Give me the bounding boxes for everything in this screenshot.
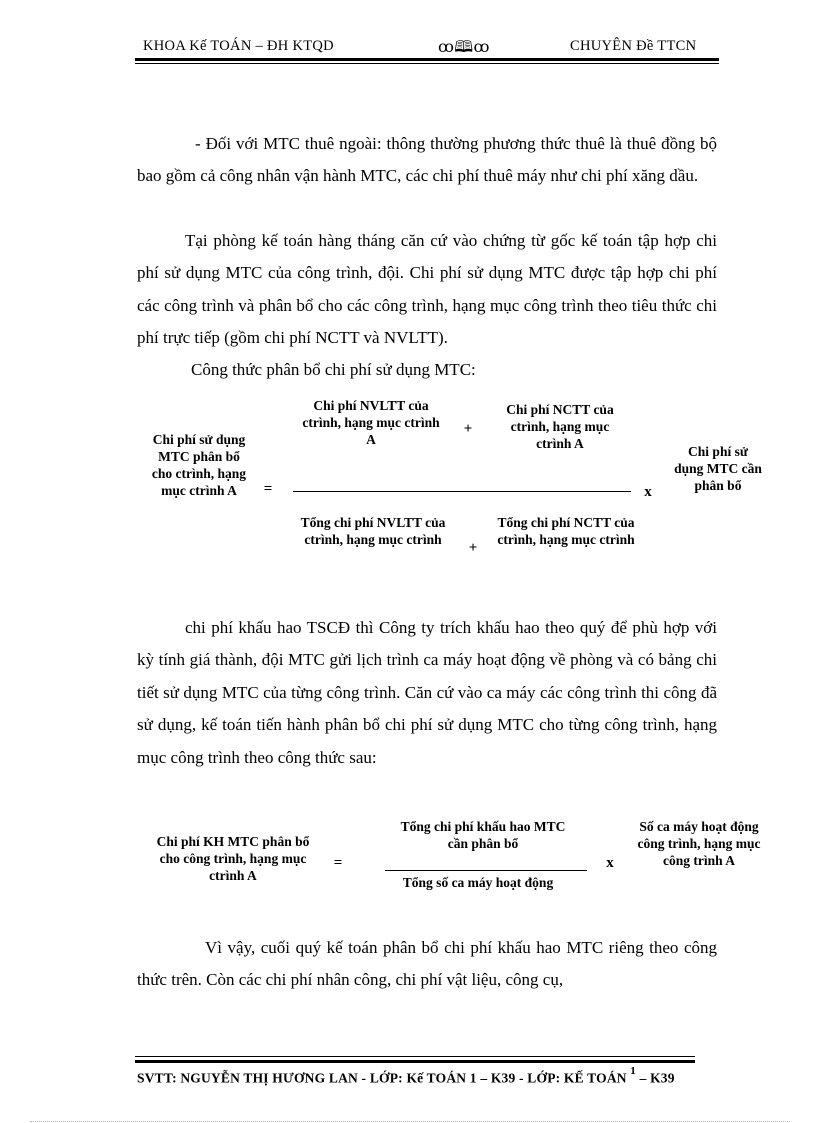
- paragraph-mtc-thue-ngoai: - Đối với MTC thuê ngoài: thông thường phương thức thuê là thuê đồng bộ bao gồm cả công nhân vận hành MTC, các chi phí thuê máy như chi phí xăng dầu.: [137, 134, 717, 186]
- footer-text: SVTT: NGUYỄN THỊ HƯƠNG LAN - LỚP: Kế TOÁN 1 – K39 - LỚP: KẾ TOÁN: [137, 1070, 627, 1086]
- formula1-numerator-a: Chi phí NVLTT của ctrình, hạng mục ctrình A: [302, 398, 440, 447]
- formula2-numerator: Tổng chi phí khấu hao MTC cần phân bổ: [400, 819, 566, 851]
- paragraph-khau-hao-tscd: chi phí khấu hao TSCĐ thì Công ty trích khấu hao theo quý để phù hợp với kỳ tính giá thành, đội MTC gửi lịch trình ca máy hoạt động về phòng và có bảng chi tiết sử dụng MTC của từng công trình. Căn cứ vào ca máy các công trình thi công đã sử dụng, kế toán tiến hành phân bổ chi phí sử dụng MTC cho từng công trình, hạng mục công trình theo công thức sau:: [137, 618, 717, 767]
- formula2-times: x: [606, 855, 614, 871]
- formula1-equals: =: [263, 481, 273, 497]
- footer: [137, 1065, 675, 1087]
- formula1-denominator-plus: +: [468, 540, 478, 556]
- formula1-fraction-bar: [293, 491, 631, 492]
- formula1-denominator-b: Tổng chi phí NCTT của ctrình, hạng mục ctrình: [497, 515, 635, 547]
- formula2-lhs: Chi phí KH MTC phân bổ cho công trình, hạng mục ctrình A: [156, 834, 310, 883]
- paragraph-cong-thuc-label: Công thức phân bổ chi phí sử dụng MTC:: [191, 360, 476, 379]
- header-rule-thick: [135, 58, 719, 61]
- formula1-denominator-a: Tổng chi phí NVLTT của ctrình, hạng mục ctrình: [300, 515, 446, 547]
- footer-suffix: – K39: [639, 1070, 675, 1086]
- paragraph-tai-phong-ke-toan: Tại phòng kế toán hàng tháng căn cứ vào chứng từ gốc kế toán tập hợp chi phí sử dụng MTC của công trình, đội. Chi phí sử dụng MTC được tập hợp chi phí các công trình và phân bổ cho các công trình, hạng mục công trình theo tiêu thức chi phí trực tiếp (gồm chi phí NCTT và NVLTT).: [137, 231, 717, 348]
- formula2-equals: =: [333, 855, 343, 871]
- formula2-fraction-bar: [385, 870, 587, 871]
- header-ornament: ꝏ🕮ꝏ: [438, 39, 490, 56]
- formula2-denominator: Tổng số ca máy hoạt động: [402, 875, 554, 890]
- header-rule-thin: [135, 63, 719, 64]
- formula1-numerator-plus: +: [463, 421, 473, 437]
- header-left: KHOA Kế TOÁN – ĐH KTQD: [143, 38, 334, 54]
- footer-rule-thick: [135, 1060, 695, 1063]
- formula2-rhs: Số ca máy hoạt động công trình, hạng mục công trình A: [637, 819, 761, 868]
- page-bottom-dotted-line: [30, 1121, 790, 1122]
- formula1-times: x: [644, 484, 652, 500]
- formula1-lhs: Chi phí sử dụng MTC phân bổ cho ctrình, hạng mục ctrình A: [151, 432, 247, 498]
- header-right: CHUYÊN Đề TTCN: [570, 38, 697, 54]
- formula1-numerator-b: Chi phí NCTT của ctrình, hạng mục ctrình A: [506, 402, 614, 451]
- footer-rule-thin: [135, 1056, 695, 1057]
- page-number: 1: [630, 1065, 636, 1077]
- paragraph-vi-vay: Vì vậy, cuối quý kế toán phân bổ chi phí khấu hao MTC riêng theo công thức trên. Còn các chi phí nhân công, chi phí vật liệu, công cụ,: [137, 938, 717, 990]
- formula1-rhs: Chi phí sử dụng MTC cần phân bổ: [674, 444, 762, 493]
